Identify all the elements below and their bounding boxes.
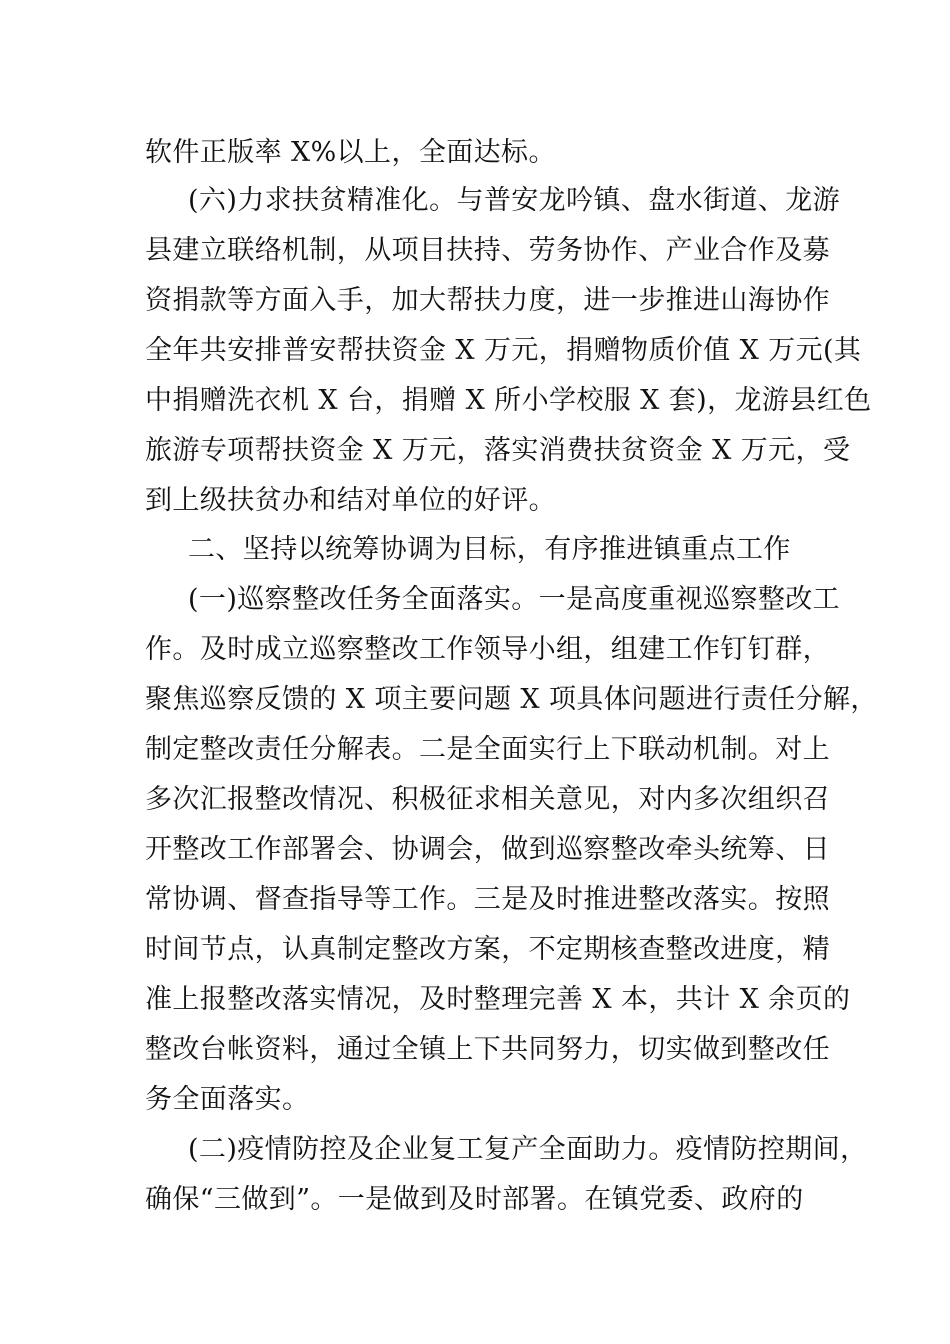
- text-line: 旅游专项帮扶资金 X 万元，落实消费扶贫资金 X 万元，受: [145, 435, 851, 466]
- text-line: 整改台帐资料，通过全镇上下共同努力，切实做到整改任: [145, 1034, 830, 1065]
- text-line: 到上级扶贫办和结对单位的好评。: [145, 485, 556, 516]
- text-line: (二)疫情防控及企业复工复产全面助力。疫情防控期间，: [188, 1134, 868, 1165]
- text-line: 多次汇报整改情况、积极征求相关意见，对内多次组织召: [145, 784, 830, 815]
- text-line: 软件正版率 X%以上，全面达标。: [145, 137, 556, 168]
- text-line: 中捐赠洗衣机 X 台，捐赠 X 所小学校服 X 套)，龙游县红色: [145, 385, 872, 416]
- text-line: 务全面落实。: [145, 1084, 310, 1115]
- text-line: 常协调、督查指导等工作。三是及时推进整改落实。按照: [145, 884, 830, 915]
- text-line: 资捐款等方面入手，加大帮扶力度，进一步推进山海协作: [145, 285, 830, 316]
- text-line: 全年共安排普安帮扶资金 X 万元，捐赠物质价值 X 万元(其: [145, 335, 862, 366]
- text-line: 县建立联络机制，从项目扶持、劳务协作、产业合作及募: [145, 235, 830, 266]
- text-line: 确保“三做到”。一是做到及时部署。在镇党委、政府的: [145, 1184, 804, 1215]
- text-line: 作。及时成立巡察整改工作领导小组，组建工作钉钉群，: [145, 634, 830, 665]
- text-line: 时间节点，认真制定整改方案，不定期核查整改进度，精: [145, 934, 830, 965]
- text-line: (六)力求扶贫精准化。与普安龙吟镇、盘水街道、龙游: [188, 185, 841, 216]
- text-line: 聚焦巡察反馈的 X 项主要问题 X 项具体问题进行责任分解，: [145, 684, 878, 715]
- text-line: 准上报整改落实情况，及时整理完善 X 本，共计 X 余页的: [145, 984, 851, 1015]
- section-heading: 二、坚持以统筹协调为目标，有序推进镇重点工作: [188, 534, 791, 565]
- text-line: 开整改工作部署会、协调会，做到巡察整改牵头统筹、日: [145, 834, 830, 865]
- text-line: (一)巡察整改任务全面落实。一是高度重视巡察整改工: [188, 584, 841, 615]
- text-line: 制定整改责任分解表。二是全面实行上下联动机制。对上: [145, 734, 830, 765]
